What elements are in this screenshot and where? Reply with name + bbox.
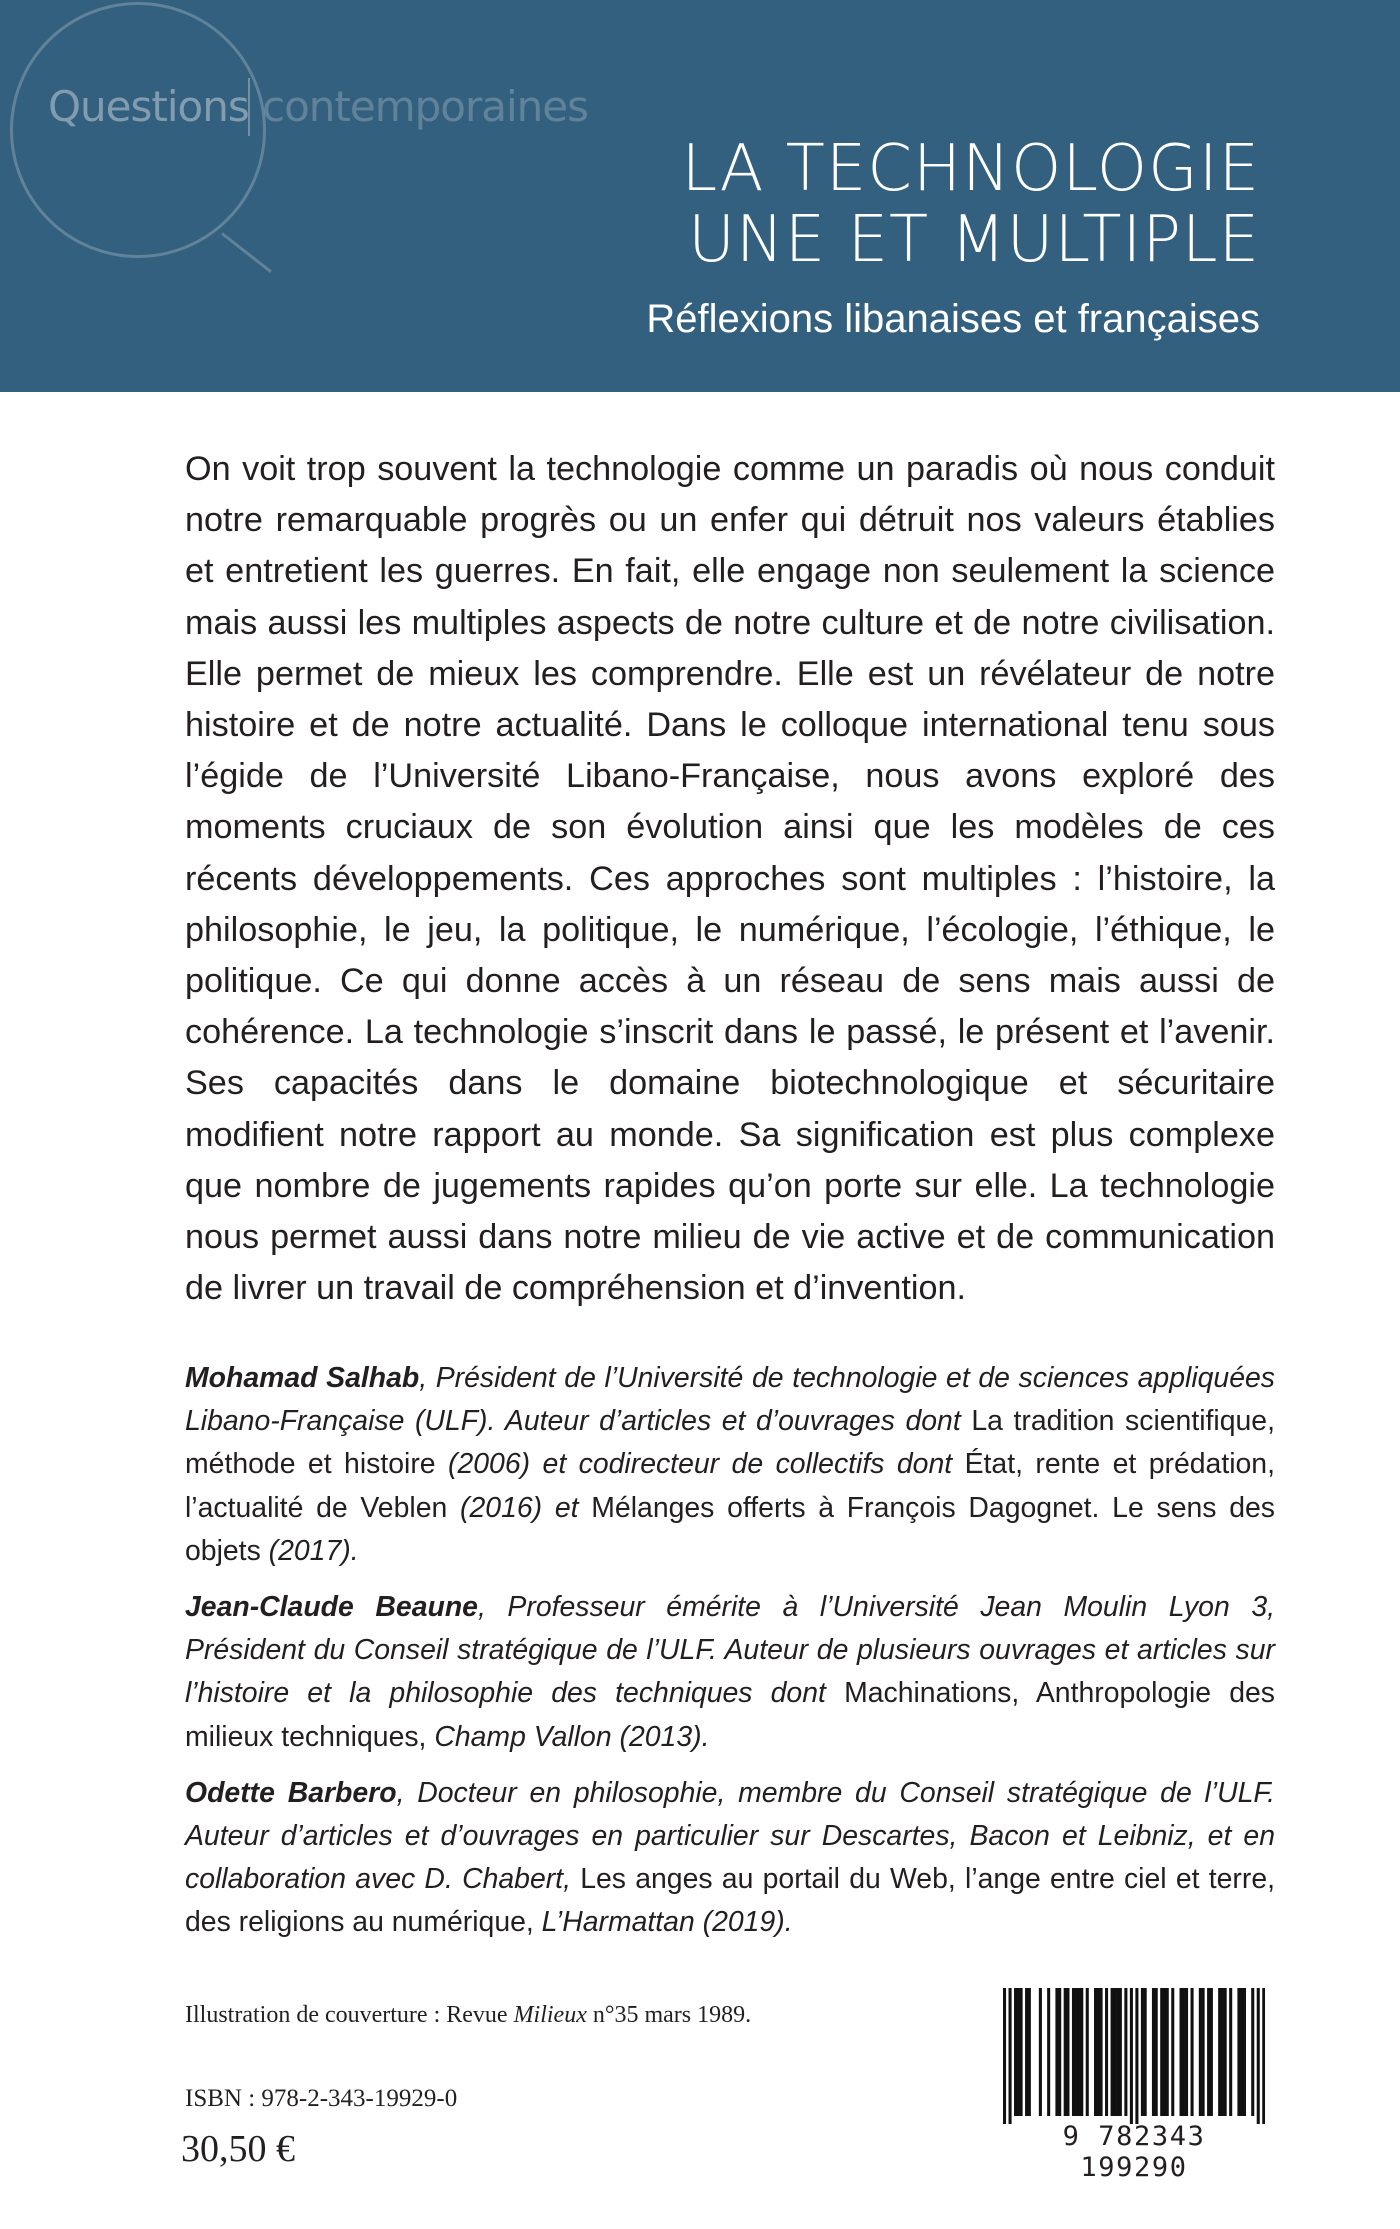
barcode-bar xyxy=(1039,1988,1042,2116)
barcode-bar xyxy=(1028,1988,1031,2116)
barcode-bar xyxy=(1243,1988,1246,2116)
barcode-bar xyxy=(1152,1988,1155,2116)
barcode xyxy=(1003,1988,1265,2183)
bio-text-italic: (2017). xyxy=(260,1534,359,1567)
barcode-bar xyxy=(1221,1988,1224,2116)
author-bio xyxy=(185,1772,1275,1945)
barcode-bar xyxy=(1058,1988,1061,2116)
barcode-bar xyxy=(1064,1988,1067,2116)
barcode-bar xyxy=(1166,1988,1169,2116)
book-title-reference: État, rente et prédation, l’actualité de Veblen xyxy=(185,1448,1275,1524)
barcode-bar xyxy=(1017,1988,1020,2116)
barcode-bar xyxy=(1097,1988,1100,2116)
barcode-bar xyxy=(1119,1988,1122,2116)
cover-illustration-credit xyxy=(185,2002,751,2029)
barcode-bar xyxy=(1066,1988,1069,2116)
bio-text-italic: Champ Vallon (2013). xyxy=(426,1720,710,1753)
barcode-bar xyxy=(1014,1988,1017,2116)
barcode-bar xyxy=(1003,1988,1006,2124)
barcode-bar xyxy=(1210,1988,1213,2116)
barcode-bar xyxy=(1105,1988,1108,2116)
barcode-bar xyxy=(1144,1988,1147,2116)
barcode-bar xyxy=(1262,1988,1265,2124)
barcode-bar xyxy=(1163,1988,1166,2116)
author-name: Mohamad Salhab xyxy=(185,1362,420,1394)
series-logo-q-tail xyxy=(221,232,272,273)
barcode-bar xyxy=(1182,1988,1185,2116)
barcode-bar xyxy=(1202,1988,1205,2116)
barcode-bar xyxy=(1160,1988,1163,2116)
price: 30,50 € xyxy=(181,2128,295,2170)
book-title-line-1: LA TECHNOLOGIE xyxy=(681,132,1260,206)
barcode-bar xyxy=(1077,1988,1080,2116)
credit-suffix: n°35 mars 1989. xyxy=(586,2002,752,2028)
barcode-bar xyxy=(1124,1988,1127,2116)
barcode-bar xyxy=(1100,1988,1103,2116)
barcode-bar xyxy=(1185,1988,1188,2116)
book-subtitle: Réflexions libanaises et françaises xyxy=(646,297,1260,341)
author-name: Jean-Claude Beaune xyxy=(185,1591,478,1624)
cover-header xyxy=(0,0,1400,392)
barcode-bar xyxy=(1237,1988,1240,2116)
barcode-bar xyxy=(1191,1988,1194,2116)
book-title-reference: La tradition scientifique, méthode et histoire xyxy=(185,1405,1275,1481)
credit-prefix: Illustration de couverture : Revue xyxy=(185,2002,514,2028)
barcode-bar xyxy=(1135,1988,1138,2124)
barcode-bar xyxy=(1020,1988,1023,2116)
author-bio xyxy=(185,1357,1275,1573)
barcode-bar xyxy=(1047,1988,1050,2116)
barcode-bar xyxy=(1111,1988,1114,2116)
barcode-bar xyxy=(1224,1988,1227,2116)
barcode-bar xyxy=(1055,1988,1058,2116)
bio-text-italic: , Professeur émérite à l’Université Jean Moulin Lyon 3, Président du Conseil stratégique de l’ULF. Auteur de plusieurs ouvrages et articles sur l’histoire et la philosophie des techniques dont xyxy=(185,1591,1275,1710)
barcode-bar xyxy=(1086,1988,1089,2116)
barcode-bar xyxy=(1240,1988,1243,2116)
book-title-reference: Mélanges offerts à François Dagognet. Le sens des objets xyxy=(185,1491,1275,1567)
bio-text-italic: , Docteur en philosophie, membre du Conseil stratégique de l’ULF. Auteur d’articles et d’ouvrages en particulier sur Descartes, Bacon et Leibniz, et en collaboration avec D. Chabert, xyxy=(185,1776,1275,1896)
barcode-digits: 9 782343 199290 xyxy=(1062,2121,1206,2183)
barcode-bar xyxy=(1207,1988,1210,2116)
credit-journal: Milieux xyxy=(513,2002,587,2028)
barcode-bar xyxy=(1080,1988,1083,2116)
barcode-bar xyxy=(1171,1988,1174,2116)
barcode-bar xyxy=(1130,1988,1133,2124)
bio-text-italic: (2016) et xyxy=(447,1491,592,1524)
barcode-bar xyxy=(1009,1988,1012,2124)
bio-text-italic: (2006) et codirecteur de collectifs dont xyxy=(435,1448,965,1481)
barcode-bar xyxy=(1229,1988,1232,2116)
bio-text-italic: , Président de l’Université de technologie et de sciences appliquées Libano-Française (ULF). Auteur d’articles et d’ouvrages dont xyxy=(185,1362,1275,1438)
book-title-line-2: UNE ET MULTIPLE xyxy=(688,203,1260,277)
author-bio xyxy=(185,1586,1275,1759)
barcode-bar xyxy=(1218,1988,1221,2116)
barcode-bar xyxy=(1251,1988,1254,2116)
barcode-bar xyxy=(1094,1988,1097,2116)
series-divider xyxy=(248,78,250,136)
barcode-bar xyxy=(1113,1988,1116,2116)
author-bios xyxy=(185,1357,1275,1958)
series-name-contemporaines: contemporaines xyxy=(262,82,588,131)
isbn: ISBN : 978-2-343-19929-0 xyxy=(185,2085,458,2112)
barcode-bar xyxy=(1072,1988,1075,2116)
barcode-bar xyxy=(1075,1988,1078,2116)
barcode-bar xyxy=(1116,1988,1119,2116)
barcode-bar xyxy=(1141,1988,1144,2116)
author-name: Odette Barbero xyxy=(185,1776,397,1809)
bio-text-italic: L’Harmattan (2019). xyxy=(533,1906,793,1939)
book-title-reference: Les anges au portail du Web, l’ange entre ciel et terre, des religions au numérique, xyxy=(185,1863,1275,1939)
barcode-bar xyxy=(1180,1988,1183,2116)
barcode-bars xyxy=(1003,1988,1265,2124)
barcode-bar xyxy=(1025,1988,1028,2116)
barcode-bar xyxy=(1155,1988,1158,2116)
summary-text: On voit trop souvent la technologie comme un paradis où nous conduit notre remarquable progrès ou un enfer qui détruit nos valeurs établies et entretient les guerres. En fait, elle engage non seulement la science mais aussi les multiples aspects de notre culture et de notre civilisation. Elle permet de mieux les comprendre. Elle est un révélateur de notre histoire et de notre actualité. Dans le colloque international tenu sous l’égide de l’Université Libano-Française, nous avons exploré des moments cruciaux de son évolution ainsi que les modèles de ces récents développements. Ces approches sont multiples : l’histoire, la philosophie, le jeu, la politique, le numérique, l’écologie, l’éthique, le politique. Ce qui donne accès à un réseau de sens mais aussi de cohérence. La technologie s’inscrit dans le passé, le présent et l’avenir. Ses capacités dans le domaine biotechnologique et sécuritaire modifient notre rapport au monde. Sa signification est plus complexe que nombre de jugements rapides qu’on porte sur elle. La technologie nous permet aussi dans notre milieu de vie active et de communication de livrer un travail de compréhension et d’invention. xyxy=(185,450,1275,1308)
barcode-bar xyxy=(1199,1988,1202,2116)
book-title-reference: Machinations, Anthropologie des milieux techniques, xyxy=(185,1677,1275,1753)
series-name-questions: Questions xyxy=(48,82,249,131)
barcode-bar xyxy=(1257,1988,1260,2124)
